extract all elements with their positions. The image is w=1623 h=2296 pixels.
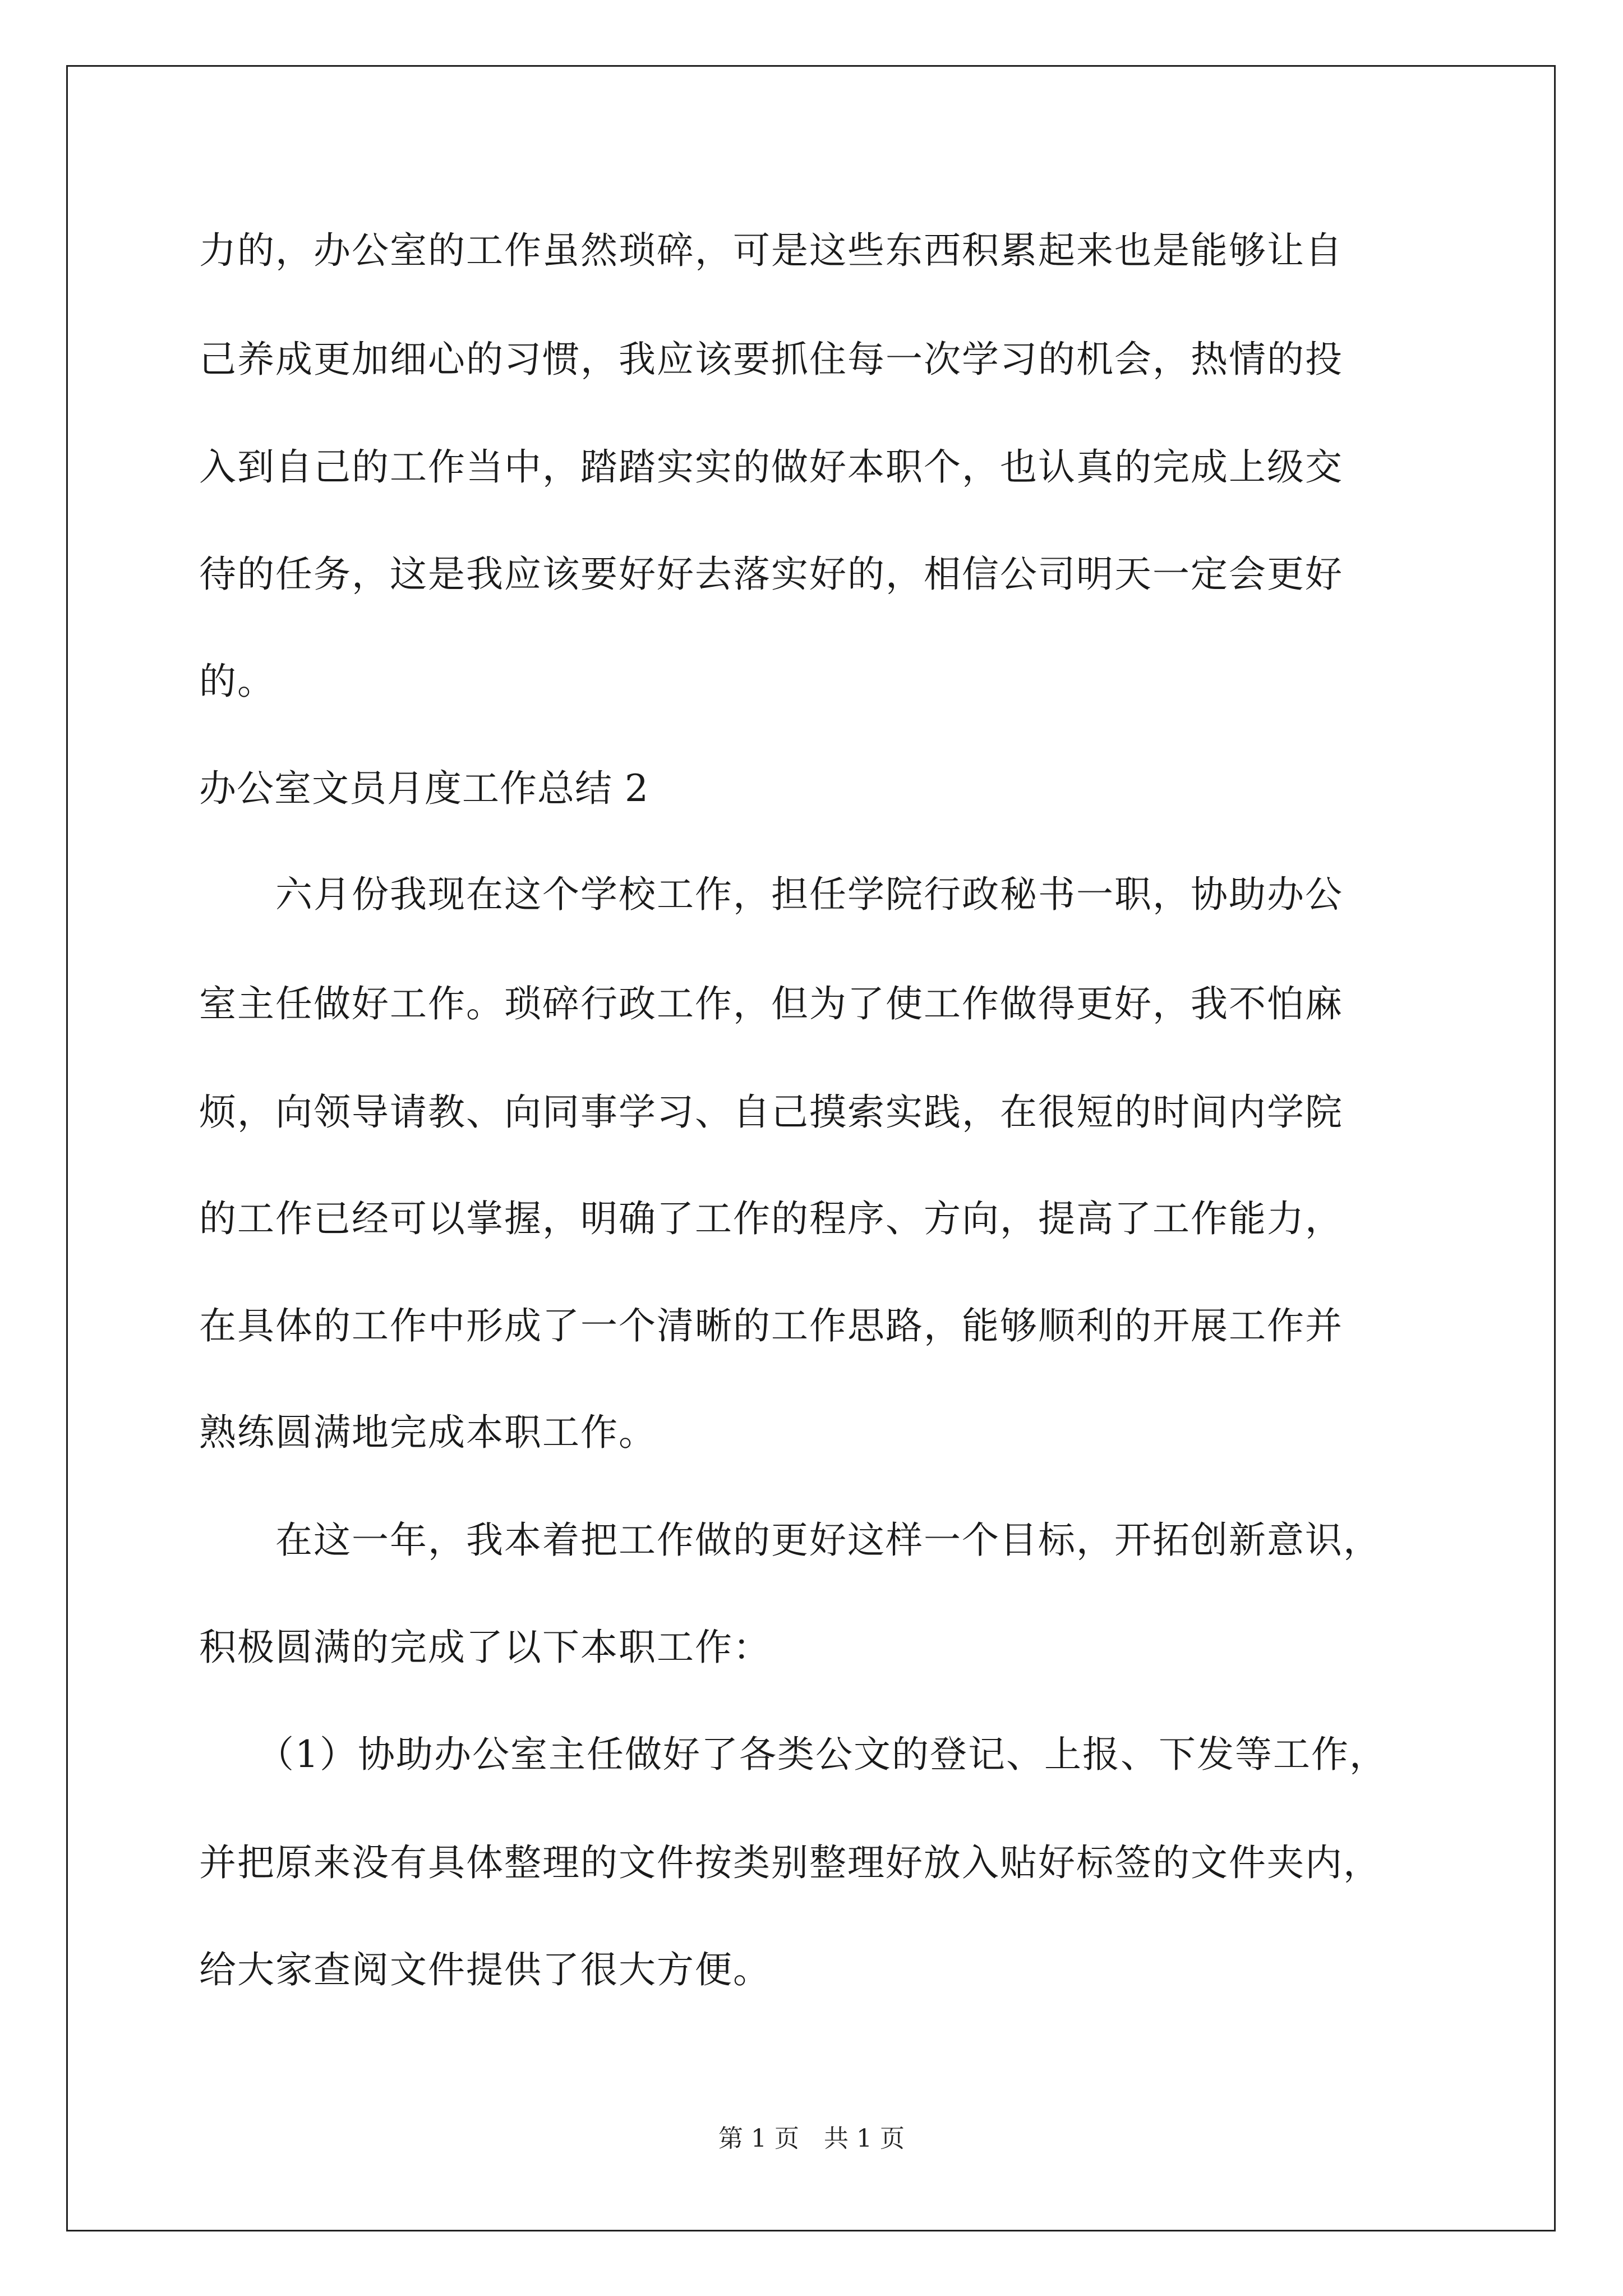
paragraph-line: 给大家查阅文件提供了很大方便。 [199,1948,771,1991]
section-heading: 办公室文员月度工作总结 2 [199,767,649,810]
paragraph-line: 力的，办公室的工作虽然琐碎，可是这些东西积累起来也是能够让自 [199,229,1343,272]
paragraph-line: 在这一年，我本着把工作做的更好这样一个目标，开拓创新意识， [199,1519,1381,1562]
paragraph-line: 待的任务，这是我应该要好好去落实好的，相信公司明天一定会更好 [199,553,1343,596]
paragraph-line: 六月份我现在这个学校工作，担任学院行政秘书一职，协助办公 [199,873,1343,916]
paragraph-line: 室主任做好工作。琐碎行政工作，但为了使工作做得更好，我不怕麻 [199,982,1343,1025]
paragraph-line: （1）协助办公室主任做好了各类公文的登记、上报、下发等工作， [199,1733,1387,1776]
paragraph-line: 并把原来没有具体整理的文件按类别整理好放入贴好标签的文件夹内， [199,1841,1381,1884]
page-border [66,65,1556,2231]
page-footer: 第 1 页 共 1 页 [718,2124,905,2153]
paragraph-line: 的。 [199,660,275,703]
paragraph-line: 己养成更加细心的习惯，我应该要抓住每一次学习的机会，热情的投 [199,338,1343,381]
paragraph-line: 入到自己的工作当中，踏踏实实的做好本职个，也认真的完成上级交 [199,445,1343,489]
paragraph-line: 积极圆满的完成了以下本职工作： [199,1626,771,1669]
paragraph-line: 的工作已经可以掌握，明确了工作的程序、方向，提高了工作能力， [199,1197,1343,1240]
paragraph-line: 烦，向领导请教、向同事学习、自己摸索实践，在很短的时间内学院 [199,1091,1343,1134]
paragraph-line: 熟练圆满地完成本职工作。 [199,1411,657,1454]
paragraph-line: 在具体的工作中形成了一个清晰的工作思路，能够顺利的开展工作并 [199,1304,1343,1347]
